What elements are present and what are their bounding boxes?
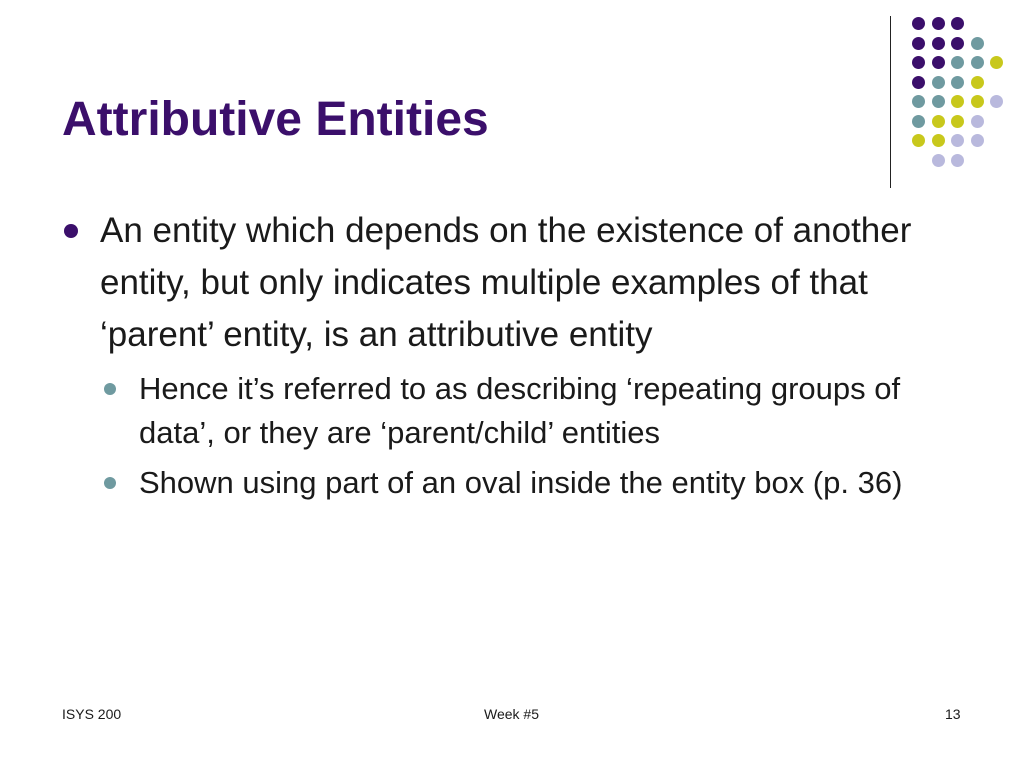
footer-course: ISYS 200 — [62, 706, 122, 722]
sub-bullet-item — [101, 461, 962, 505]
decorative-dot-icon — [932, 17, 945, 30]
decorative-dot-icon — [971, 115, 984, 128]
decorative-dot-icon — [932, 134, 945, 147]
decorative-dot-icon — [951, 37, 964, 50]
decorative-dot-icon — [912, 115, 925, 128]
bullet-item — [62, 205, 962, 361]
decorative-dot-icon — [951, 154, 964, 167]
decorative-dot-icon — [951, 95, 964, 108]
decorative-dot-icon — [971, 76, 984, 89]
sub-bullet-text: Shown using part of an oval inside the entity box (p. 36) — [139, 465, 903, 500]
decorative-dot-icon — [932, 37, 945, 50]
decorative-dot-icon — [951, 17, 964, 30]
sub-bullet-item — [101, 367, 962, 455]
decorative-dot-icon — [990, 56, 1003, 69]
bullet-marker-icon — [64, 224, 78, 238]
sub-bullet-marker-icon — [104, 383, 116, 395]
decorative-dot-icon — [932, 115, 945, 128]
decorative-dot-icon — [912, 95, 925, 108]
sub-bullet-text: Hence it’s referred to as describing ‘repeating groups of data’, or they are ‘parent/child’ entities — [139, 371, 901, 450]
decorative-dot-icon — [912, 17, 925, 30]
decorative-dot-icon — [990, 95, 1003, 108]
title-divider-line — [890, 16, 891, 188]
decorative-dot-icon — [951, 76, 964, 89]
decorative-dot-icon — [932, 95, 945, 108]
decorative-dot-icon — [971, 95, 984, 108]
footer-page-number: 13 — [945, 706, 961, 722]
decorative-dot-icon — [971, 134, 984, 147]
decorative-dot-icon — [912, 134, 925, 147]
decorative-dot-icon — [912, 56, 925, 69]
sub-bullet-list — [62, 367, 962, 505]
sub-bullet-marker-icon — [104, 477, 116, 489]
decorative-dot-icon — [971, 56, 984, 69]
decorative-dot-icon — [951, 115, 964, 128]
decorative-dot-icon — [951, 134, 964, 147]
slide-title: Attributive Entities — [62, 93, 489, 146]
decorative-dot-icon — [932, 76, 945, 89]
decorative-dot-icon — [951, 56, 964, 69]
decorative-dot-icon — [912, 37, 925, 50]
decorative-dot-icon — [932, 56, 945, 69]
bullet-list — [62, 205, 962, 511]
decorative-dot-icon — [971, 37, 984, 50]
bullet-text: An entity which depends on the existence of another entity, but only indicates multiple examples of that ‘parent’ entity, is an attributive entity — [100, 211, 912, 354]
footer-week: Week #5 — [484, 706, 539, 722]
decorative-dot-icon — [932, 154, 945, 167]
decorative-dot-icon — [912, 76, 925, 89]
